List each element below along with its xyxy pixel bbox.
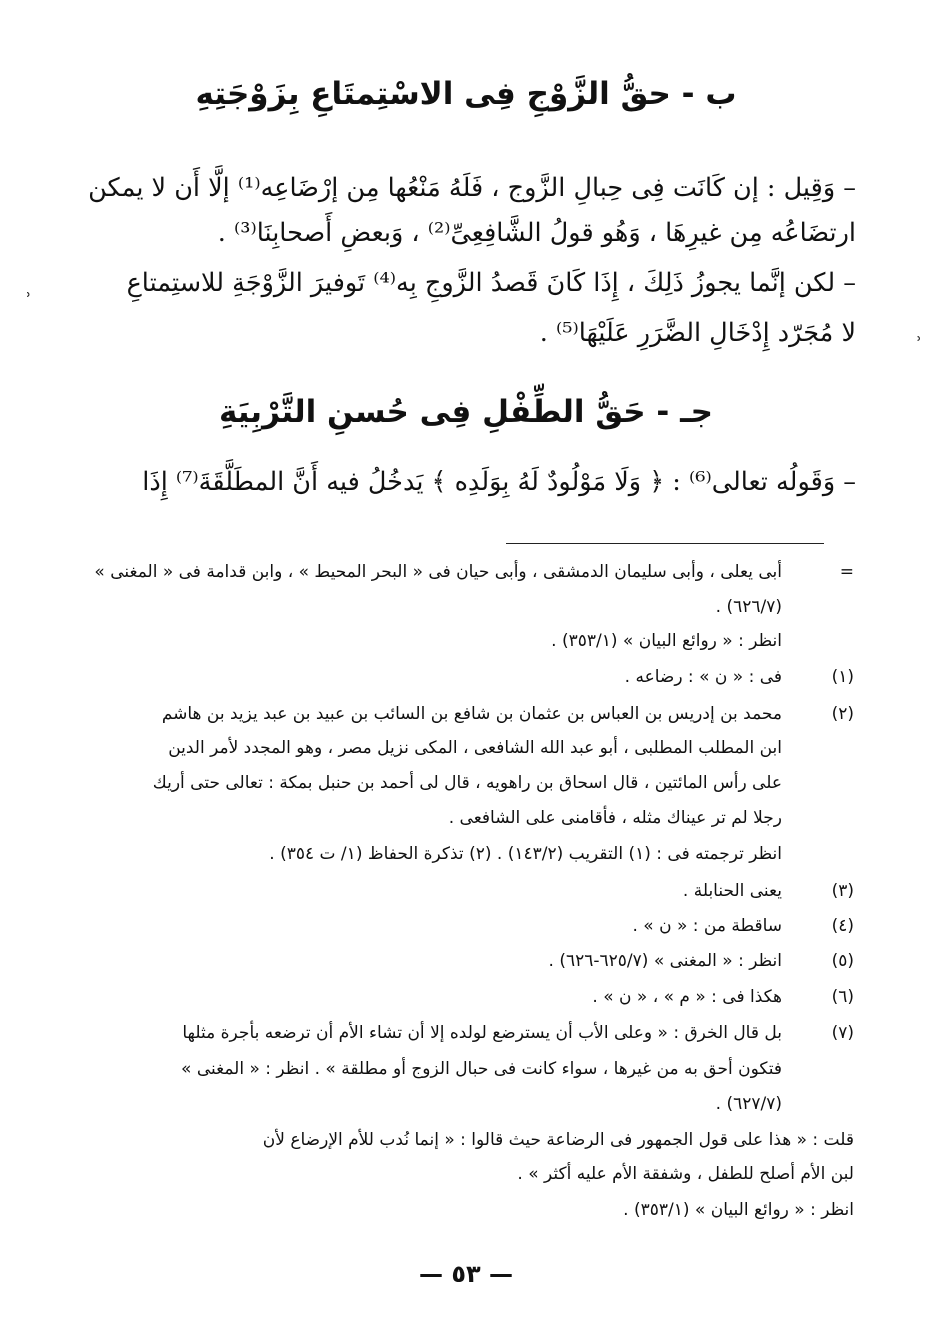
footnote-2-line: على رأس المائتين ، قال اسحاق بن راهويه ، قال لى أحمد بن حنبل بمكة : تعالى حتى أريك — [152, 773, 782, 793]
footnote-separator — [506, 543, 824, 544]
footnote-7-line: بل قال الخرق : « وعلى الأب أن يسترضع لولده إلا أن تشاء الأم أن ترضعه بأجرة مثلها — [182, 1023, 782, 1043]
footnote-2-line: محمد بن إدريس بن العباس بن عثمان بن شافع بن السائب بن عبيد بن عبد يزيد بن هاشم — [161, 704, 782, 724]
footnote-number: (٧) — [831, 1023, 854, 1043]
footnote-5: انظر : « المغنى » (٦٢٥/٧-٦٢٦) . — [548, 951, 782, 971]
body-line-4: لا مُجَرّد إِدْخَالِ الضَّرَرِ عَلَيْهَا⁽⁵⁾ . — [539, 318, 856, 348]
footnote-continuation-marker: = — [839, 562, 854, 582]
footnote-1: فى : « ن » : رضاعه . — [624, 667, 782, 687]
body-line-2: ارتضَاعُه مِن غيرِهَا ، وَهُو قولُ الشَّافِعِىِّ⁽²⁾ ، وَبعضِ أَصحابِنَا⁽³⁾ . — [217, 218, 856, 248]
margin-mark-left: ʾ — [26, 290, 32, 311]
footnote-number: (٦) — [831, 987, 854, 1007]
margin-mark-right: ʾ — [916, 334, 922, 355]
footnote-2-line: رجلا لم تر عيناك مثله ، فأقامنى على الشافعى . — [448, 808, 782, 828]
footnote-continuation-line: أبى يعلى ، وأبى سليمان الدمشقى ، وأبى حيان فى « البحر المحيط » ، وابن قدامة فى « المغنى » — [94, 562, 782, 582]
footnote-continuation-line: (٦٢٦/٧) . — [715, 597, 782, 617]
body-line-3: – لكن إنَّما يجوزُ ذَلِكَ ، إِذَا كَانَ قَصدُ الزَّوجِ بِه⁽⁴⁾ تَوفيرَ الزَّوْجَةِ للاستِمتاعِ — [126, 268, 856, 298]
footnote-number: (٥) — [831, 951, 854, 971]
footnote-2-line: انظر ترجمته فى : (١) التقريب (١٤٣/٢) . (٢) تذكرة الحفاظ (١/ ت ٣٥٤) . — [269, 844, 782, 864]
footnote-7-line: انظر : « روائع البيان » (٣٥٣/١) . — [623, 1200, 854, 1220]
footnote-6: هكذا فى : « م » ، « ن » . — [592, 987, 782, 1007]
footnote-number: (٣) — [831, 881, 854, 901]
footnote-number: (٤) — [831, 916, 854, 936]
body-line-1: – وَقِيل : إن كَانَت فِى حِبالِ الزَّوج ، فَلَهُ مَنْعُها مِن إرْضَاعِه⁽¹⁾ إلَّا أَن لا يمكن — [88, 173, 856, 203]
footnote-7-line: (٦٢٧/٧) . — [715, 1094, 782, 1114]
footnote-number: (٢) — [831, 704, 854, 724]
footnote-2-line: ابن المطلب المطلبى ، أبو عبد الله الشافعى ، المكى نزيل مصر ، وهو المجدد لأمر الدين — [168, 738, 782, 758]
footnote-4: ساقطة من : « ن » . — [632, 916, 782, 936]
footnote-3: يعنى الحنابلة . — [682, 881, 782, 901]
section-title-b: ب - حقُّ الزَّوْجِ فِى الاسْتِمتَاعِ بِزَوْجَتِهِ — [195, 76, 737, 112]
section-title-j: جـ - حَقُّ الطِّفْلِ فِى حُسنِ التَّرْبِيَةِ — [218, 394, 714, 430]
footnote-7-line: قلت : « هذا على قول الجمهور فى الرضاعة حيث قالوا : « إنما نُدب للأم الإرضاع لأن — [262, 1130, 854, 1150]
footnote-7-line: فتكون أحق به من غيرها ، سواء كانت فى حبال الزوج أو مطلقة » . انظر : « المغنى » — [181, 1059, 782, 1079]
footnote-7-line: لبن الأم أصلح للطفل ، وشفقة الأم عليه أكثر » . — [517, 1164, 854, 1184]
footnote-number: (١) — [831, 667, 854, 687]
footnote-continuation-line: انظر : « روائع البيان » (٣٥٣/١) . — [551, 631, 782, 651]
body-line-5: – وَقَولُه تعالى⁽⁶⁾ : ﴿ وَلَا مَوْلُودٌ لَهُ بِوَلَدِه ﴾ يَدخُلُ فيه أَنَّ المطَلَّقَةَ⁽⁷⁾ إِذَا — [142, 467, 856, 497]
page-number: — ٥٣ — — [418, 1260, 513, 1288]
